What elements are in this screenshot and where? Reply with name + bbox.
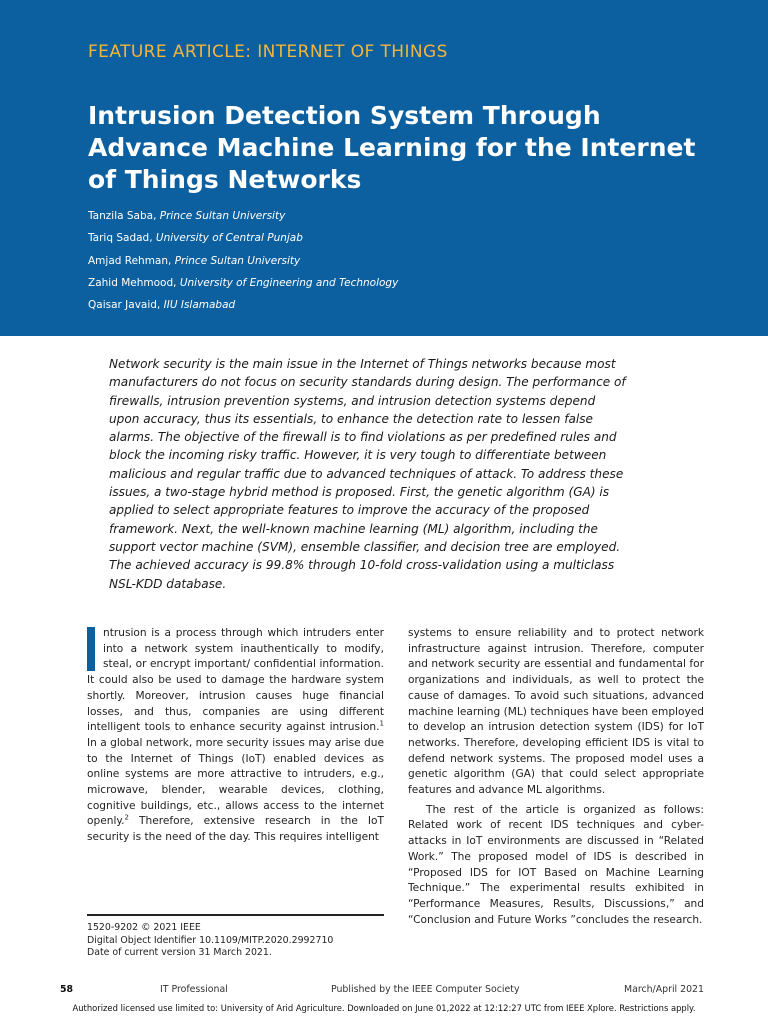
article-header — [0, 0, 768, 336]
page-number: 58 — [60, 984, 74, 995]
citation-ref[interactable]: 1 — [379, 719, 384, 728]
abstract: Network security is the main issue in the Internet of Things networks because most manufacturers do not focus on security standards during design. The performance of firewalls, intrusion prevention systems, and intrusion detection systems depend upon accuracy, thus its essentials, to enhance the detection rate to lessen false alarms. The objective of the firewall is to find violations as per predefined rules and block the incoming risky traffic. However, it is very tough to differentiate between malicious and regular traffic due to advanced techniques of attack. To address these issues, a two-stage hybrid method is proposed. First, the genetic algorithm (GA) is applied to select appropriate features to improve the accuracy of the proposed framework. Next, the well-known machine learning (ML) algorithm, including the support vector machine (SVM), ensemble classifier, and decision tree are employed. The achieved accuracy is 99.8% through 10-fold cross-validation using a multiclass NSL-KDD database. — [109, 357, 626, 591]
author-line — [88, 294, 398, 316]
intro-paragraph: ntrusion is a process through which intruders enter into a network system inauthentically to modify, steal, or encrypt important/ confidential information. It could also be used to damage the hardware system shortly. Moreover, intrusion causes huge financial losses, and thus, companies are using different intelligent tools to enhance security against intrusion.$^1$ In a global network, more security issues may arise due to the Internet of Things (IoT) enabled devices as online systems are more attractive to intruders, e.g., microwave, blender, wearable devices, clothing, cognitive buildings, etc., allows access to the internet openly.$^2$ Therefore, extensive research in the IoT security is the need of the day. This requires intelligent — [87, 627, 384, 844]
author-line — [88, 205, 398, 227]
author-name: Tariq Sadad, — [88, 232, 153, 245]
body-paragraph: The rest of the article is organized as follows: Related work of recent IDS techniques and cyber-attacks in IoT environments are discussed in “Related Work.” The proposed model of IDS is described in “Proposed IDS for IOT Based on Machine Learning Technique.” The experimental results exhibited in “Performance Measures, Results, Discussions,” and “Conclusion and Future Works ”concludes the research. — [408, 803, 704, 926]
version-date-line: Date of current version 31 March 2021. — [87, 947, 272, 959]
article-title: Intrusion Detection System Through Advance Machine Learning for the Internet of Things Networks — [88, 101, 696, 194]
author-affiliation: Prince Sultan University — [159, 210, 286, 222]
citation-ref[interactable]: 2 — [124, 813, 129, 822]
publisher-line: Published by the IEEE Computer Society — [331, 984, 520, 995]
issue-date: March/April 2021 — [623, 984, 704, 995]
section-kicker: FEATURE ARTICLE: INTERNET OF THINGS — [88, 42, 448, 62]
copyright-line: 1520-9202 © 2021 IEEE — [87, 922, 201, 933]
drop-cap-bar — [87, 627, 95, 671]
body-paragraph: systems to ensure reliability and to protect network infrastructure against intrusion. Therefore, computer and network security are essential and fundamental for organizations and individuals, as well to protect the cause of damages. To avoid such situations, advanced machine learning (ML) techniques have been employed to develop an intrusion detection system (IDS) for IoT networks. Therefore, developing efficient IDS is vital to defend network systems. The proposed model uses a genetic algorithm (GA) that could select appropriate features and advance ML algorithms. — [408, 627, 704, 797]
author-name: Amjad Rehman, — [88, 254, 172, 267]
author-name: Qaisar Javaid, — [88, 299, 161, 312]
license-notice: Authorized licensed use limited to: University of Arid Agriculture. Downloaded on June 01,2022 at 12:12:27 UTC from IEEE Xplore. Restrictions apply. — [72, 1003, 696, 1013]
author-affiliation: IIU Islamabad — [163, 299, 236, 312]
author-name: Zahid Mehmood, — [88, 276, 177, 289]
author-line — [88, 227, 398, 249]
publication-name: IT Professional — [160, 984, 228, 995]
author-line — [88, 272, 398, 294]
author-line — [88, 250, 398, 272]
footnote-divider — [87, 914, 384, 916]
body-column-left — [87, 626, 384, 846]
author-name: Tanzila Saba, — [88, 210, 157, 222]
author-affiliation: Prince Sultan University — [174, 254, 301, 267]
author-affiliation: University of Engineering and Technology — [179, 276, 399, 289]
author-list — [88, 205, 398, 316]
doi-line: Digital Object Identifier 10.1109/MITP.2020.2992710 — [87, 934, 334, 946]
copyright-footnote — [87, 922, 387, 960]
body-column-right — [408, 626, 704, 928]
author-affiliation: University of Central Punjab — [155, 232, 303, 245]
